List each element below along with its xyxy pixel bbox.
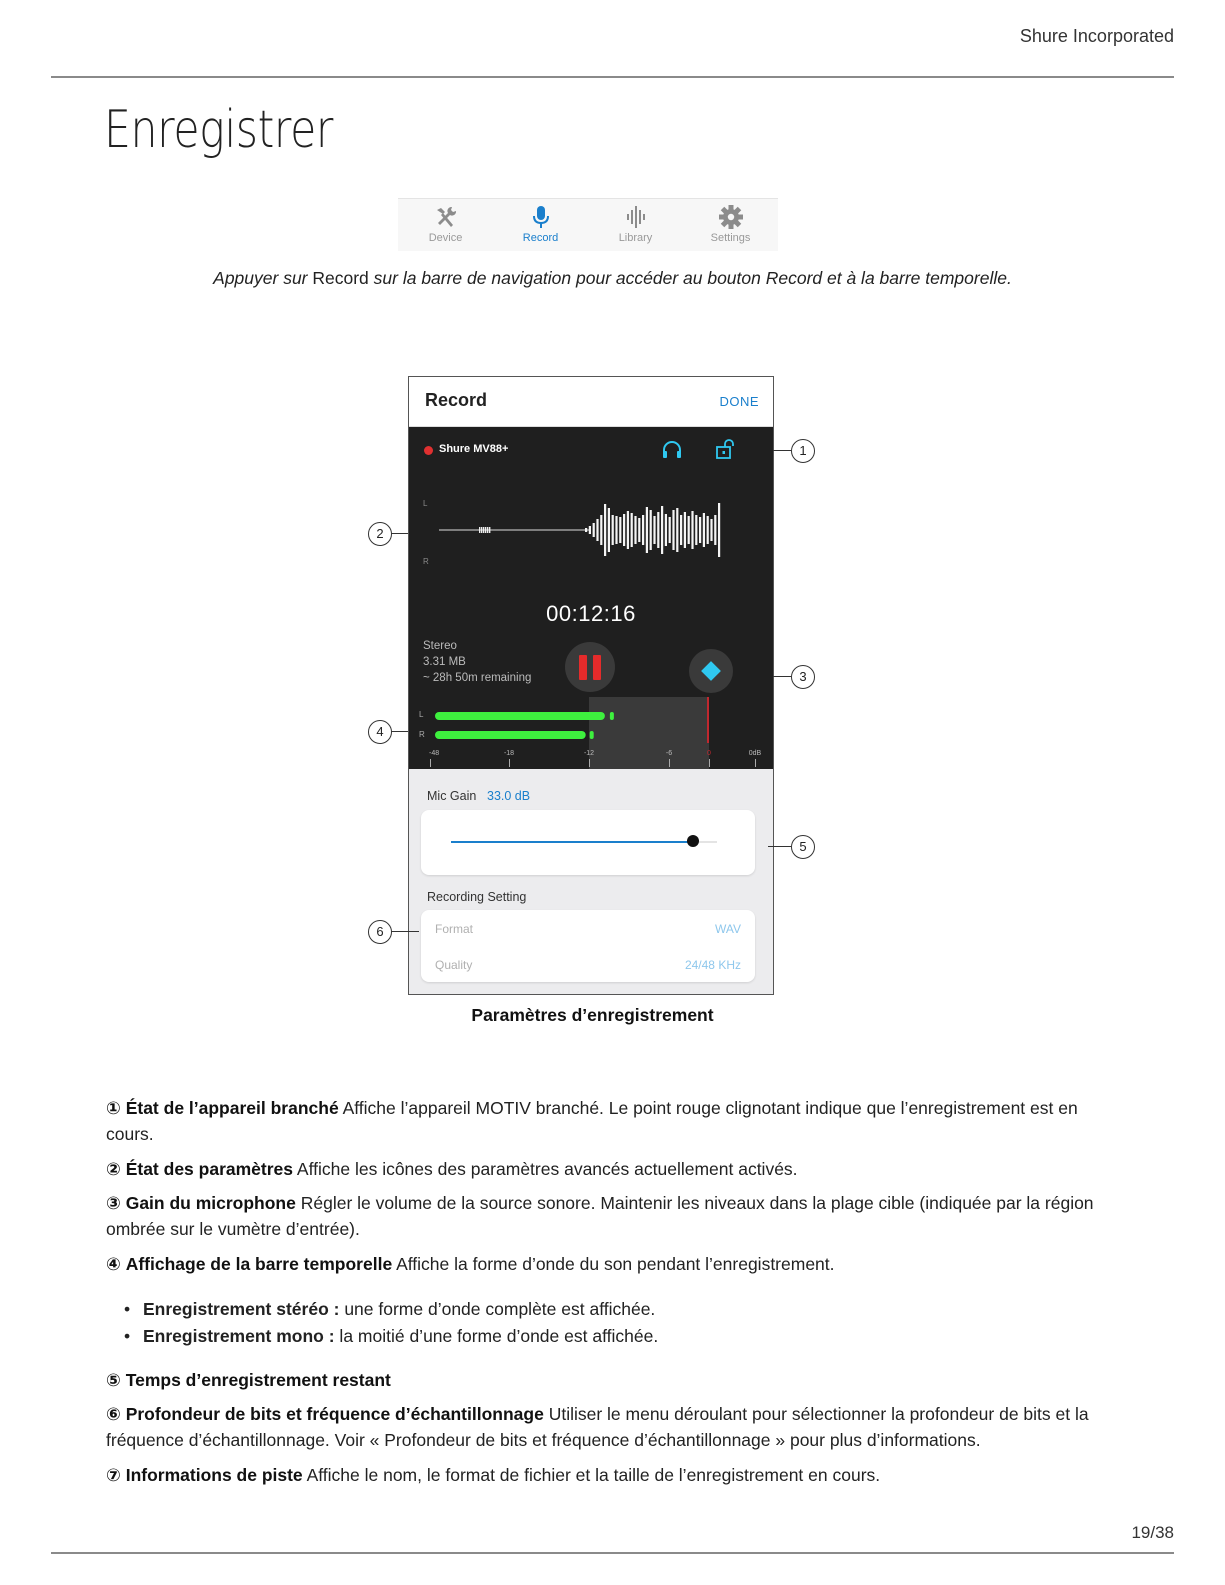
bullet-stereo: • Enregistrement stéréo : une forme d’onde complète est affichée.: [124, 1299, 656, 1319]
waveform-bar: [585, 528, 587, 532]
waveform-bar: [623, 514, 625, 546]
waveform-bar: [680, 515, 682, 545]
waveform-bar: [604, 504, 606, 556]
callout-1: 1: [791, 439, 815, 463]
nav-label: Library: [618, 232, 653, 244]
meter-tick-label: -6: [665, 750, 673, 757]
callout-5: 5: [791, 835, 815, 859]
item-text: Affiche les icônes des paramètres avancés actuellement activés.: [293, 1159, 798, 1179]
page-number: 19/38: [1131, 1523, 1174, 1542]
bullet-title: Enregistrement mono :: [143, 1326, 335, 1346]
bullet-text: la moitié d’une forme d’onde est affichée.: [334, 1326, 659, 1346]
waveform-bar: [691, 511, 693, 549]
record-header: [409, 377, 773, 427]
format-value: WAV: [715, 922, 741, 936]
bullet-text: une forme d’onde complète est affichée.: [339, 1299, 656, 1319]
waveform-bar: [650, 510, 652, 550]
item-title: Temps d’enregistrement restant: [125, 1370, 391, 1390]
nav-item-device[interactable]: [398, 199, 493, 251]
pause-icon: [593, 655, 601, 680]
meter-tick-label: -12: [583, 750, 595, 757]
waveform-bar: [487, 527, 488, 533]
waveform-bar: [710, 519, 712, 541]
meter-left-bar: [435, 712, 605, 720]
nav-item-record[interactable]: [493, 199, 588, 251]
waveform-bar: [718, 503, 720, 557]
callout-line: [773, 450, 791, 451]
input-level-meter: [409, 697, 773, 769]
recording-setting-card: [421, 910, 755, 982]
meter-right-peak: [590, 731, 594, 739]
item-5: [106, 1367, 1126, 1393]
meter-tick: [755, 759, 756, 767]
format-label: Format: [435, 922, 474, 936]
mic-gain-slider-knob[interactable]: [687, 835, 699, 847]
item-title: Profondeur de bits et fréquence d’échantillonnage: [125, 1404, 544, 1424]
waveform-bar: [672, 510, 674, 550]
waveform-bar: [489, 527, 490, 533]
headphones-icon[interactable]: [661, 440, 683, 460]
item-title: État des paramètres: [125, 1159, 294, 1179]
tools-icon: [433, 204, 459, 230]
waveform-bar: [619, 517, 621, 543]
waveform-bar: [479, 527, 480, 533]
item-1: [106, 1095, 1126, 1147]
page-title: Enregistrer: [104, 100, 334, 160]
callout-line: [773, 676, 791, 677]
waveform-bar: [631, 513, 633, 547]
waveform-bar: [612, 515, 614, 545]
marker-button[interactable]: [689, 649, 733, 693]
recording-timer: 00:12:16: [546, 601, 636, 626]
item-number: ⑥: [106, 1404, 121, 1424]
nav-item-library[interactable]: [588, 199, 683, 251]
callout-line: [391, 533, 408, 534]
waveform-bar: [665, 514, 667, 546]
pause-icon: [579, 655, 587, 680]
format-row[interactable]: [435, 922, 741, 936]
callout-4: 4: [368, 720, 392, 744]
item-title: Informations de piste: [125, 1465, 303, 1485]
item-text: Utiliser le menu déroulant pour sélectionner la profondeur de bits et la fréquence d’échantillonnage. Voir « Profondeur de bits et fréquence d’échantillonnage » pour plus d’informations.: [106, 1404, 1089, 1450]
callout-line: [391, 931, 419, 932]
item-number: ⑦: [106, 1465, 121, 1485]
nav-label: Device: [428, 232, 463, 244]
meter-tick: [709, 759, 710, 767]
meter-tick: [430, 759, 431, 767]
mic-gain-slider[interactable]: [451, 841, 717, 843]
waveform-baseline: [439, 530, 589, 531]
waveform-bar: [695, 515, 697, 545]
meter-right-bar: [435, 731, 586, 739]
meter-left-label: L: [419, 710, 424, 719]
waveform-bar: [593, 523, 595, 537]
unlock-icon[interactable]: [715, 438, 737, 460]
done-button[interactable]: DONE: [719, 394, 759, 409]
waveform-bar: [661, 506, 663, 554]
item-number: ⑤: [106, 1370, 121, 1390]
mic-gain-label: Mic Gain: [427, 789, 477, 803]
caption-part: Record: [312, 268, 369, 288]
bullet-mono: • Enregistrement mono : la moitié d’une forme d’onde est affichée.: [124, 1326, 659, 1346]
channel-mode: Stereo: [423, 640, 457, 652]
waveform-bar: [634, 516, 636, 544]
microphone-icon: [528, 204, 554, 230]
item-number: ③: [106, 1193, 121, 1213]
waveform-bar: [707, 516, 709, 544]
quality-value: 24/48 KHz: [684, 958, 741, 972]
channel-left-label: L: [423, 499, 428, 508]
waveform-bar: [642, 515, 644, 545]
callout-3: 3: [791, 665, 815, 689]
file-size: 3.31 MB: [423, 656, 466, 668]
item-6: [106, 1401, 1126, 1453]
nav-item-settings[interactable]: [683, 199, 778, 251]
meter-tick-label: -48: [429, 750, 440, 757]
item-2: [106, 1156, 1126, 1182]
target-range-shade: [589, 697, 709, 769]
waveform-bar: [676, 508, 678, 552]
item-title: Affichage de la barre temporelle: [125, 1254, 393, 1274]
meter-right-label: R: [419, 730, 425, 739]
waveform-bar: [688, 516, 690, 544]
record-screen-figure: [408, 376, 774, 995]
item-text: Affiche la forme d’onde du son pendant l’enregistrement.: [392, 1254, 835, 1274]
waveform-bar: [615, 516, 617, 544]
meter-tick: [589, 759, 590, 767]
item-number: ②: [106, 1159, 121, 1179]
nav-label: Settings: [710, 232, 751, 244]
navbar-caption: [0, 268, 1225, 289]
waveform-bar: [638, 518, 640, 542]
gear-icon: [718, 204, 744, 230]
meter-tick: [669, 759, 670, 767]
figure-caption: Paramètres d’enregistrement: [471, 1005, 714, 1025]
waveform-icon: [623, 204, 649, 230]
waveform-bar: [714, 515, 716, 545]
diamond-marker-icon: [701, 661, 721, 681]
waveform-bar: [653, 516, 655, 544]
meter-tick-label: 0dB: [748, 750, 762, 757]
item-text: Affiche le nom, le format de fichier et la taille de l’enregistrement en cours.: [302, 1465, 881, 1485]
item-4: [106, 1251, 1126, 1277]
waveform-bar: [589, 526, 591, 534]
waveform-bar: [600, 515, 602, 545]
mic-gain-card: [421, 810, 755, 875]
item-3: [106, 1190, 1126, 1242]
waveform-bar: [596, 519, 598, 541]
meter-tick-label: 0: [707, 750, 711, 757]
waveform-bar: [703, 513, 705, 547]
callout-6: 6: [368, 920, 392, 944]
remaining-time: ~ 28h 50m remaining: [423, 672, 532, 684]
callout-line: [768, 846, 791, 847]
meter-tick: [509, 759, 510, 767]
waveform-bar: [485, 527, 486, 533]
device-name: Shure MV88+: [439, 443, 509, 455]
company-name: Shure Incorporated: [1019, 26, 1174, 46]
item-number: ①: [106, 1098, 121, 1118]
item-text: Affiche l’appareil MOTIV branché. Le point rouge clignotant indique que l’enregistrement est en cours.: [106, 1098, 1078, 1144]
waveform-display: [439, 495, 739, 565]
callout-2: 2: [368, 522, 392, 546]
item-text: Régler le volume de la source sonore. Maintenir les niveaux dans la plage cible (indiquée par la région ombrée sur le vumètre d’entrée).: [106, 1193, 1094, 1239]
mic-gain-value: 33.0 dB: [487, 789, 531, 803]
quality-row[interactable]: [435, 958, 741, 972]
settings-panel: [409, 769, 773, 994]
mic-gain-slider-fill: [451, 841, 693, 843]
meter-tick-label: -18: [503, 750, 515, 757]
bullet-title: Enregistrement stéréo :: [143, 1299, 340, 1319]
callout-line: [391, 731, 408, 732]
quality-label: Quality: [435, 958, 473, 972]
waveform-bar: [481, 527, 482, 533]
record-title: Record: [425, 390, 488, 410]
caption-part: Appuyer sur: [213, 268, 313, 288]
item-title: État de l’appareil branché: [125, 1098, 339, 1118]
waveform-bar: [699, 517, 701, 543]
item-title: Gain du microphone: [125, 1193, 296, 1213]
recording-panel: [409, 427, 773, 769]
recording-setting-label: Recording Setting: [427, 890, 527, 904]
waveform-bar: [627, 511, 629, 549]
waveform-bar: [646, 507, 648, 553]
item-7: [106, 1462, 1126, 1488]
nav-label: Record: [522, 232, 559, 244]
nav-bar-figure: [398, 198, 778, 251]
waveform-bar: [684, 512, 686, 548]
item-number: ④: [106, 1254, 121, 1274]
header-divider: [51, 76, 1174, 78]
waveform-bar: [669, 517, 671, 543]
channel-right-label: R: [423, 557, 429, 566]
waveform-bar: [657, 512, 659, 548]
waveform-bar: [483, 527, 484, 533]
waveform-bar: [608, 508, 610, 552]
footer-divider: [51, 1552, 1174, 1554]
recording-dot-icon: [424, 446, 433, 455]
pause-button[interactable]: [565, 642, 615, 692]
clip-line: [707, 697, 709, 743]
caption-part: sur la barre de navigation pour accéder au bouton Record et à la barre temporelle.: [368, 268, 1012, 288]
meter-left-peak: [610, 712, 614, 720]
